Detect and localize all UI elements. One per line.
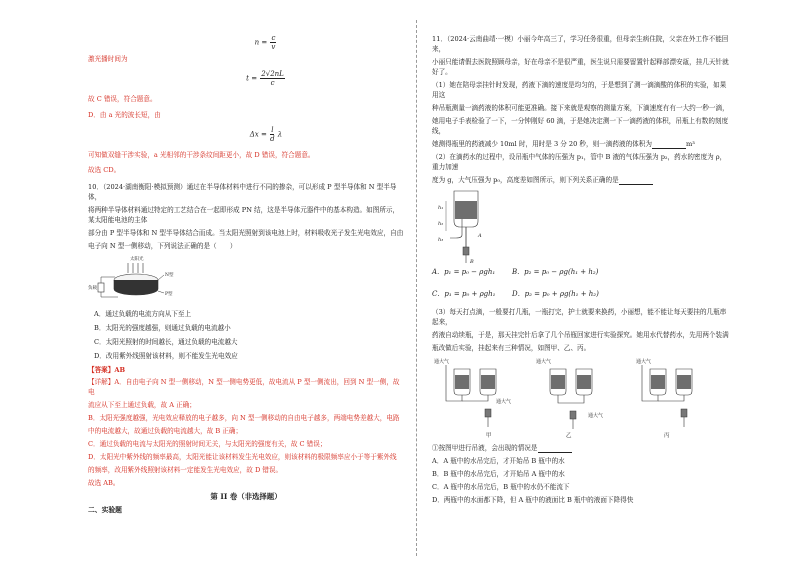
formula-t-lhs: t = bbox=[246, 74, 258, 83]
load-label: 负载 bbox=[88, 286, 97, 291]
formula-dx-lhs: Δx = bbox=[249, 130, 267, 139]
formula-t-den: c bbox=[270, 79, 275, 87]
explanation-line-5: C．通过负载的电流与太阳光的照射时间无关，与太阳光的强度有关，故 C 错误； bbox=[88, 440, 327, 448]
text-time-intro: 激光播时间为 bbox=[88, 55, 128, 63]
drip-bottle-figure bbox=[432, 187, 732, 267]
setup-jia bbox=[434, 358, 511, 439]
answer-blank-volume[interactable] bbox=[652, 142, 686, 149]
formula-n bbox=[128, 34, 404, 51]
q11-line-7: （2）在滴药水的过程中，设吊瓶中气体的压强为 p₁，管中 B 液的气体压强为 p₂，药水的密度为 ρ，重力加速 bbox=[432, 153, 727, 171]
q11-line-6-text: 她测得瓶里的药液减少 10ml 时，用时是 3 分 20 秒，则一滴药液的体积为 bbox=[432, 140, 652, 148]
formula-n-frac bbox=[270, 34, 276, 51]
air-label-2: 通大气 bbox=[496, 399, 512, 405]
right-column bbox=[432, 34, 732, 505]
q3-choice-c: C．A 瓶中的水吊完后，B 瓶中的水仍不能流下 bbox=[432, 483, 570, 491]
explanation-line-6: D．太阳光中紫外线的频率最高，太阳光能让该材料发生光电效应，则该材料的极限频率应小于等于紫外线 bbox=[88, 453, 397, 461]
air-label-1: 通大气 bbox=[434, 359, 450, 365]
air-label-3: 通大气 bbox=[536, 359, 552, 365]
options-row-1 bbox=[432, 267, 732, 277]
formula-t-frac bbox=[260, 70, 285, 87]
option-b-formula: p₂ = p₀ − ρg(h₁ + h₂) bbox=[524, 268, 599, 276]
air-label-5: 通大气 bbox=[636, 359, 652, 365]
point-a-label: A bbox=[478, 233, 482, 239]
explanation-line-4: 中的电流越大，故通过负载的电流越大，故 B 正确； bbox=[88, 427, 243, 435]
n-type-label: N型 bbox=[165, 273, 174, 278]
option-a bbox=[432, 267, 512, 277]
q3-question bbox=[432, 443, 732, 453]
formula-dx bbox=[128, 126, 404, 144]
text-c-wrong: 故 C 错误，符合题意。 bbox=[88, 95, 157, 103]
option-b-label: B． bbox=[512, 268, 525, 276]
q10-line-3: 部分由 P 型半导体和 N 型半导体结合而成。当太阳光照射到该电池上时，材料吸收光子发生光电效应，自由 bbox=[88, 229, 404, 237]
caption-yi: 乙 bbox=[566, 433, 572, 439]
option-d-label: D． bbox=[512, 290, 525, 298]
load-resistor bbox=[98, 283, 104, 292]
p-layer bbox=[114, 280, 158, 295]
formula-n-den: v bbox=[271, 43, 276, 51]
h1-label: h₁ bbox=[438, 205, 444, 211]
q10-line-2: 将两种半导体材料通过特定的工艺结合在一起即形成 PN 结，这是半导体元器件中的基本构造。如图所示，某太阳能电池的主体 bbox=[88, 206, 400, 224]
setup-bing bbox=[636, 358, 692, 439]
caption-bing: 丙 bbox=[664, 433, 670, 439]
formula-n-lhs: n = bbox=[254, 38, 268, 47]
answer-blank-relation[interactable] bbox=[619, 178, 653, 185]
q11-line-3: （1）她在陪母亲挂针时发现，药液下滴的速度是均匀的，于是想到了测一滴滴酸的体积的实验，如果用这 bbox=[432, 81, 727, 99]
bottle-liquid bbox=[455, 201, 477, 219]
option-d-formula: p₂ = p₀ + ρg(h₁ + h₂) bbox=[524, 290, 599, 298]
solar-cell-diagram bbox=[88, 253, 198, 307]
q11-line-1: 11．（2024·云南曲靖·一模）小丽今年高三了，学习任务很重，但母亲生病住院，父亲在外工作不能回来， bbox=[432, 35, 729, 53]
p-type-label: P型 bbox=[165, 292, 173, 297]
air-label-4: 通大气 bbox=[588, 413, 604, 419]
text-choose-cd: 故选 CD。 bbox=[88, 166, 121, 174]
sun-rays bbox=[128, 263, 143, 273]
option-c bbox=[432, 289, 512, 299]
option-a-label: A． bbox=[432, 268, 445, 276]
q3-line-1: （3）每天打点滴，一般要打几瓶，一瓶打完，护士就要来换药，小丽想，能不能让每天要挂的几瓶串起来， bbox=[432, 308, 727, 326]
point-b-label: B bbox=[470, 259, 474, 265]
q10-line-1: 10．（2024·湖南衡阳·模拟预测）通过在半导体材料中进行不同的掺杂，可以形成 P 型半导体和 N 型半导体， bbox=[88, 183, 397, 201]
option-c-formula: p₁ = p₀ + ρgh₁ bbox=[444, 290, 496, 298]
h2-label: h₂ bbox=[438, 221, 444, 227]
option-d bbox=[512, 289, 599, 299]
q11-line-8-text: 度为 g，大气压强为 p₀，高度差如图所示，则下列关系正确的是 bbox=[432, 176, 619, 184]
q11-line-8 bbox=[432, 175, 732, 185]
formula-n-num: c bbox=[271, 34, 276, 42]
three-setups-diagram bbox=[432, 355, 732, 441]
explanation-line-8: 故选 AB。 bbox=[88, 479, 120, 487]
volume-unit: m³ bbox=[685, 140, 695, 148]
answer-blank-q3[interactable] bbox=[538, 446, 572, 453]
q10-line-4: 电子向 N 型一侧移动，下列说法正确的是（ ） bbox=[88, 242, 237, 250]
caption-jia: 甲 bbox=[486, 433, 492, 439]
q10-option-c: C．太阳光照射的时间越长，通过负载的电流越大 bbox=[94, 338, 238, 346]
three-setups-figure bbox=[432, 355, 732, 441]
q3-choice-d: D．两瓶中的水面都下降，但 A 瓶中的液面比 B 瓶中的液面下降得快 bbox=[432, 496, 634, 504]
sun-label: 太阳光 bbox=[130, 257, 144, 262]
text-d-intro: D．由 a 光的波长短，由 bbox=[88, 111, 161, 119]
explanation-line-7: 的频率，改用紫外线照射该材料一定能发生光电效应，故 D 错误。 bbox=[88, 466, 283, 474]
options-row-2 bbox=[432, 289, 732, 299]
q11-line-4: 种吊瓶测量一滴药液的体积可能更准确。接下来就是观察的测量方案，下滴速度有有一大约一秒一滴， bbox=[432, 104, 729, 112]
formula-dx-num: l bbox=[271, 126, 274, 134]
text-d-conclusion: 可知做双缝干涉实验，a 光相邻的干涉条纹间距更小，故 D 错误，符合题意。 bbox=[88, 151, 315, 159]
solar-cell-figure bbox=[88, 253, 404, 307]
section-heading: 第 II 卷（非选择题） bbox=[210, 492, 282, 501]
q10-option-d: D．改用紫外线照射该材料，则不能发生光电效应 bbox=[94, 352, 238, 360]
explanation-line-2: 流应从下至上通过负载，故 A 正确； bbox=[88, 401, 196, 409]
q3-line-3: 瓶改做后实验，挂起来有三种情况，如图甲、乙、丙。 bbox=[432, 344, 591, 352]
setup-yi bbox=[536, 358, 603, 439]
formula-dx-den: d bbox=[270, 135, 275, 143]
drip-bottle-diagram bbox=[432, 187, 522, 267]
h3-label: h₃ bbox=[438, 237, 444, 243]
explanation-line-1: 【详解】A．自由电子向 N 型一侧移动，N 型一侧电势更低，故电流从 P 型一侧流出，回到 N 型一侧，故电 bbox=[88, 378, 400, 396]
formula-dx-frac bbox=[270, 126, 274, 143]
formula-t-num: 2√2nL bbox=[261, 70, 284, 78]
q11-line-6 bbox=[432, 139, 732, 149]
q10-option-a: A．通过负载的电流方向从下至上 bbox=[94, 310, 192, 318]
q3-choice-b: B．B 瓶中的水吊完后，才开始吊 A 瓶中的水 bbox=[432, 470, 565, 478]
option-a-formula: p₁ = p₀ − ρgh₁ bbox=[444, 268, 496, 276]
q11-line-2: 小丽只能请假去医院照顾母亲，好在母亲不是很严重，医生说只需要留置针起释部漂安瓿，挂几天针就好了。 bbox=[432, 58, 729, 76]
left-column bbox=[88, 34, 404, 515]
column-divider bbox=[416, 20, 417, 556]
subsection-heading: 二、实验题 bbox=[88, 506, 122, 514]
q3-choice-a: A．A 瓶中的水吊完后，才开始吊 B 瓶中的水 bbox=[432, 457, 565, 465]
answer-label: 【答案】AB bbox=[88, 366, 126, 374]
formula-t bbox=[128, 70, 404, 88]
q3-line-2: 药液自动续瓶，于是，那天挂完针后拿了几个吊瓶回家进行实验探究。她用水代替药水，先用两个装满 bbox=[432, 331, 729, 339]
q10-option-b: B．太阳光的强度越强，则通过负载的电流越小 bbox=[94, 324, 231, 332]
formula-dx-rhs: λ bbox=[277, 130, 283, 139]
option-c-label: C． bbox=[432, 290, 445, 298]
q11-line-5: 她用电子手表检验了一下，一分钟刚好 60 滴，于是她决定测一下一滴药液的体积，吊瓶上有数的刻度线， bbox=[432, 117, 729, 135]
explanation-line-3: B．太阳光强度越强，光电效应释放的电子越多，向 N 型一侧移动的自由电子越多，两端电势差越大，电路 bbox=[88, 414, 400, 422]
option-b bbox=[512, 267, 598, 277]
q3-question-text: ①按图甲进行吊液，会出现的情况是 bbox=[432, 444, 538, 452]
drip-chamber bbox=[463, 247, 469, 255]
